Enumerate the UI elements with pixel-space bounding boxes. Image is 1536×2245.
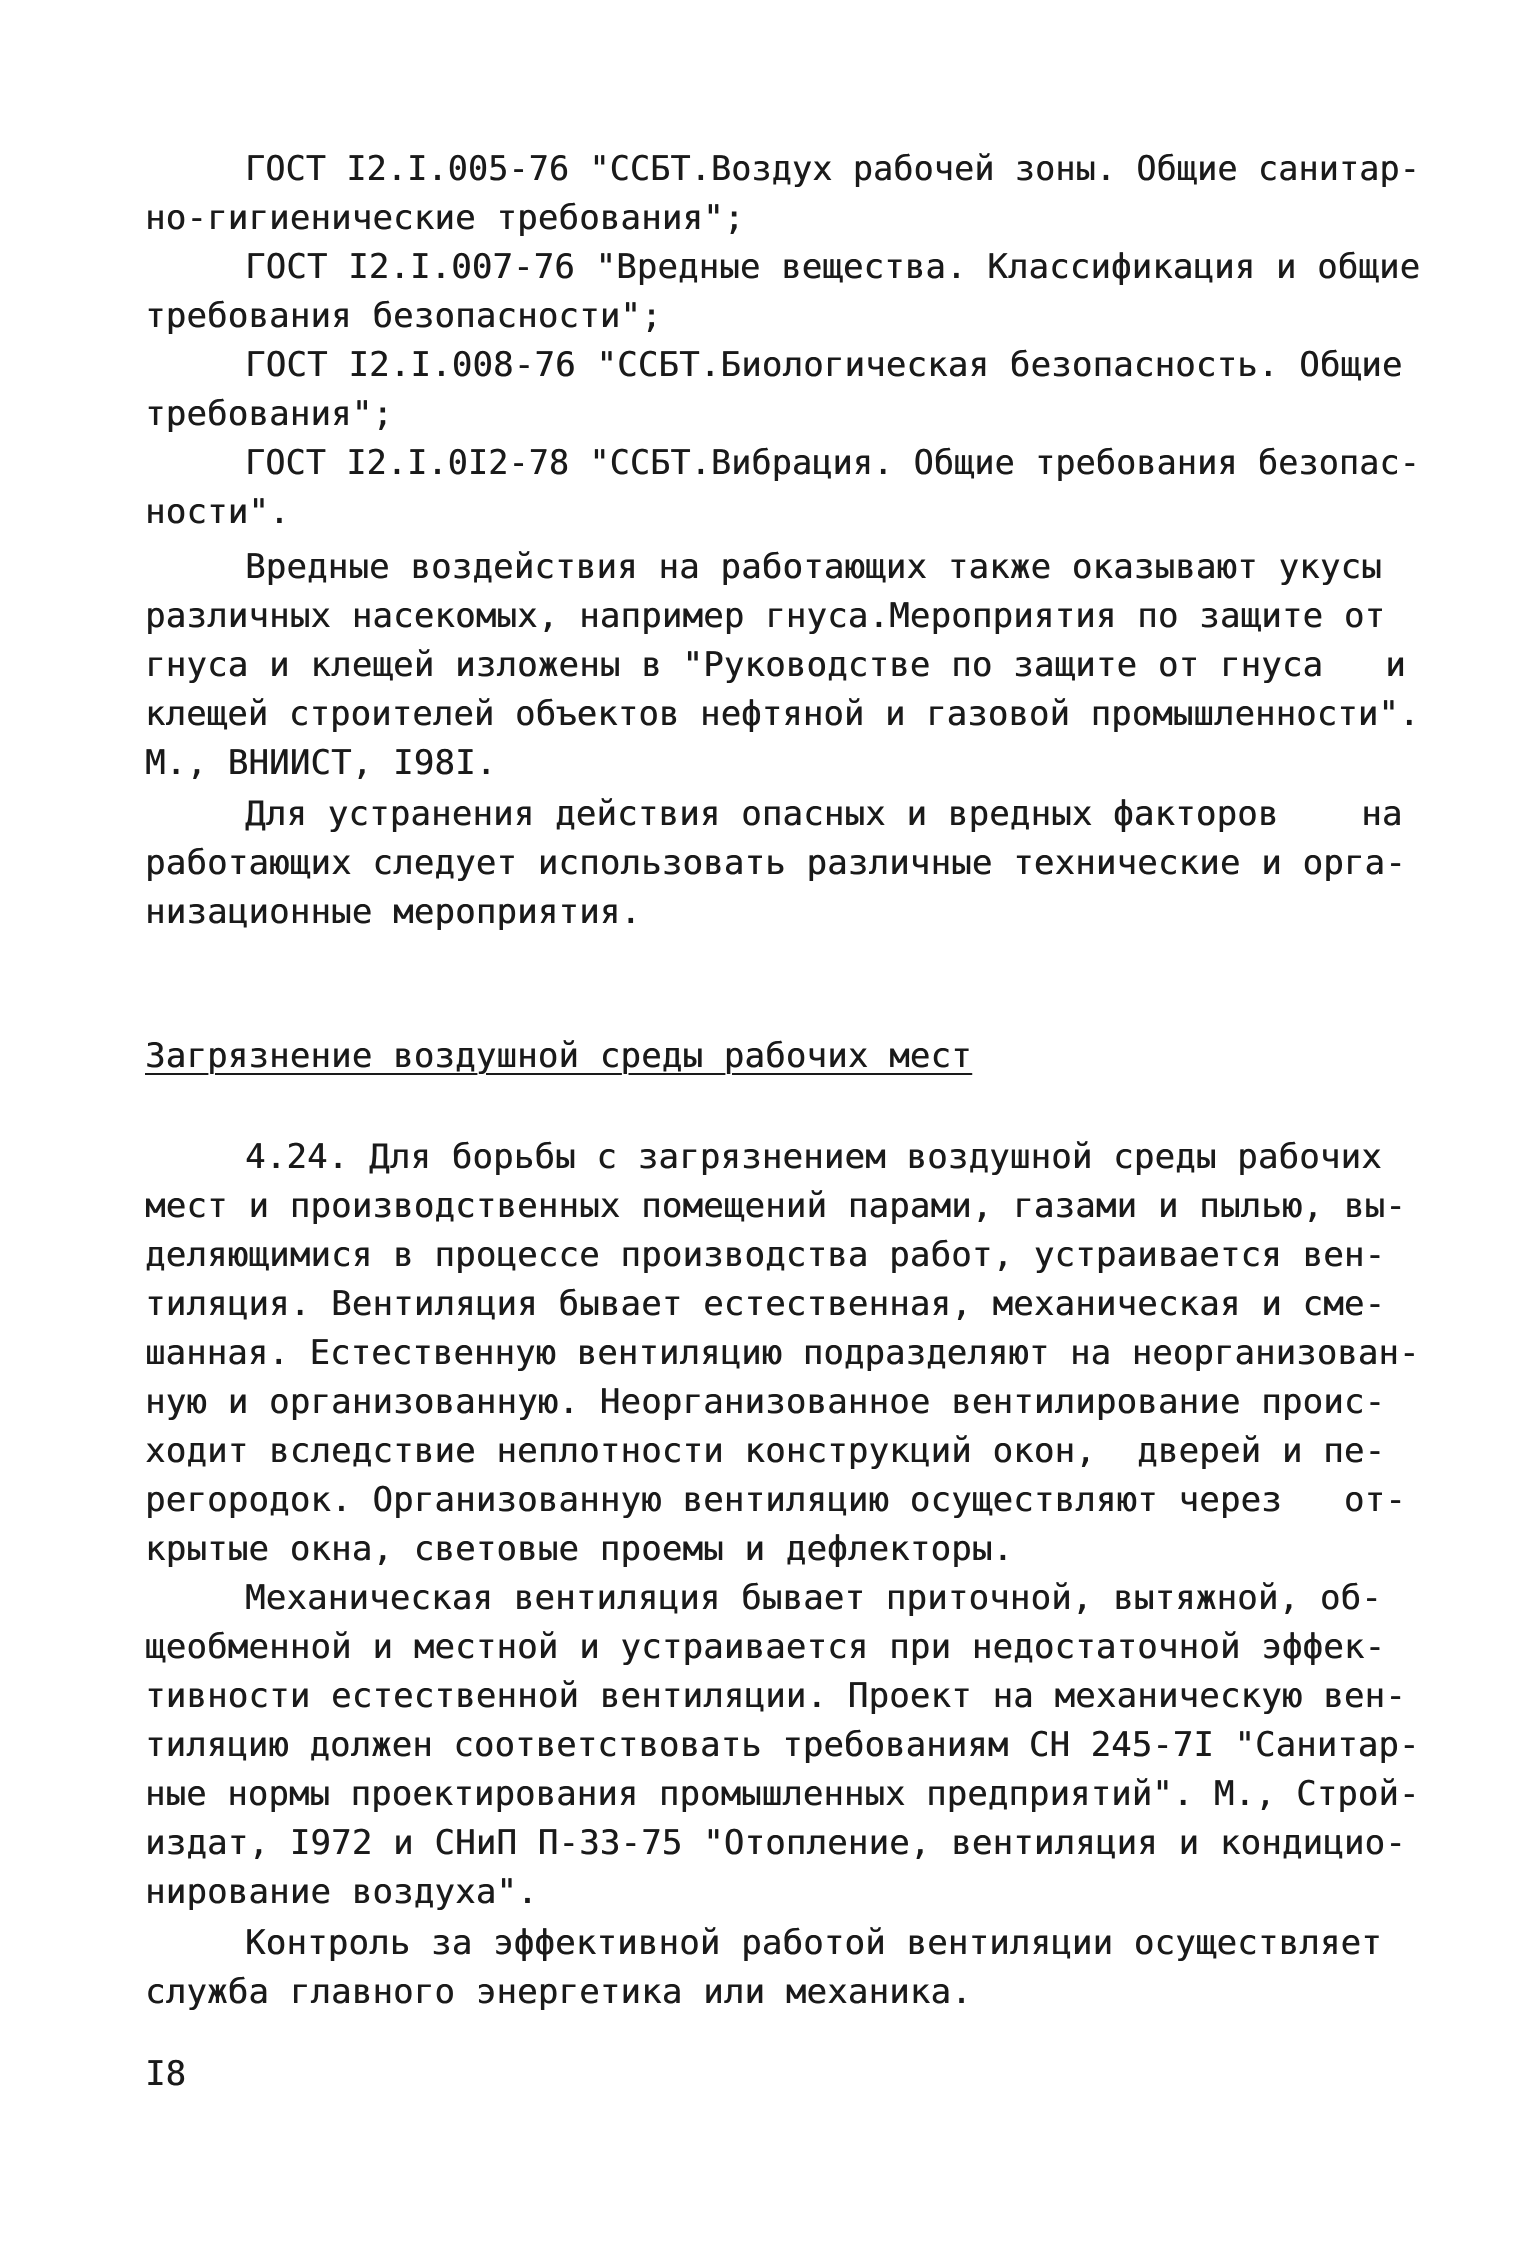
text-line: щеобменной и местной и устраивается при недостаточной эффек- <box>145 1627 1386 1667</box>
text-line: мест и производственных помещений парами, газами и пылью, вы- <box>145 1186 1406 1226</box>
text-line: тиляция. Вентиляция бывает естественная, механическая и сме- <box>145 1284 1386 1324</box>
text-line: гнуса и клещей изложены в "Руководстве по защите от гнуса и <box>145 645 1406 685</box>
text-line: 4.24. Для борьбы с загрязнением воздушной среды рабочих <box>245 1137 1382 1177</box>
text-line: регородок. Организованную вентиляцию осуществляют через от- <box>145 1480 1406 1520</box>
text-line: деляющимися в процессе производства работ, устраивается вен- <box>145 1235 1386 1275</box>
text-line: Для устранения действия опасных и вредных факторов на <box>245 794 1403 834</box>
text-line: М., ВНИИСТ, I98I. <box>145 743 497 783</box>
text-line: нирование воздуха". <box>145 1872 538 1912</box>
text-line: различных насекомых, например гнуса.Мероприятия по защите от <box>145 596 1386 636</box>
text-line: ности". <box>145 492 290 532</box>
text-line: низационные мероприятия. <box>145 892 642 932</box>
text-line: служба главного энергетика или механика. <box>145 1972 972 2012</box>
text-line: требования"; <box>145 394 394 434</box>
text-line: ходит вследствие неплотности конструкций окон, дверей и пе- <box>145 1431 1386 1471</box>
text-line: шанная. Естественную вентиляцию подразделяют на неорганизован- <box>145 1333 1420 1373</box>
text-line: тиляцию должен соответствовать требованиям СН 245-7I "Санитар- <box>145 1725 1420 1765</box>
text-line: требования безопасности"; <box>145 296 662 336</box>
text-line: тивности естественной вентиляции. Проект на механическую вен- <box>145 1676 1406 1716</box>
text-line: Механическая вентиляция бывает приточной, вытяжной, об- <box>245 1578 1382 1618</box>
text-line: ные нормы проектирования промышленных предприятий". М., Строй- <box>145 1774 1420 1814</box>
section-heading: Загрязнение воздушной среды рабочих мест <box>145 1036 972 1076</box>
text-line: Вредные воздействия на работающих также оказывают укусы <box>245 547 1382 587</box>
text-line: но-гигиенические требования"; <box>145 198 745 238</box>
text-line: Контроль за эффективной работой вентиляции осуществляет <box>245 1923 1382 1963</box>
text-line: ГОСТ I2.I.008-76 "ССБТ.Биологическая безопасность. Общие <box>245 345 1403 385</box>
text-line: работающих следует использовать различные технические и орга- <box>145 843 1406 883</box>
text-line: ГОСТ I2.I.0I2-78 "ССБТ.Вибрация. Общие требования безопас- <box>245 443 1420 483</box>
text-line: крытые окна, световые проемы и дефлекторы. <box>145 1529 1014 1569</box>
text-line: ную и организованную. Неорганизованное вентилирование проис- <box>145 1382 1386 1422</box>
text-line: ГОСТ I2.I.005-76 "ССБТ.Воздух рабочей зоны. Общие санитар- <box>245 149 1420 189</box>
text-line: ГОСТ I2.I.007-76 "Вредные вещества. Классификация и общие <box>245 247 1421 287</box>
page-number: I8 <box>145 2054 186 2094</box>
text-line: издат, I972 и СНиП П-33-75 "Отопление, вентиляция и кондицио- <box>145 1823 1406 1863</box>
text-line: клещей строителей объектов нефтяной и газовой промышленности". <box>145 694 1420 734</box>
